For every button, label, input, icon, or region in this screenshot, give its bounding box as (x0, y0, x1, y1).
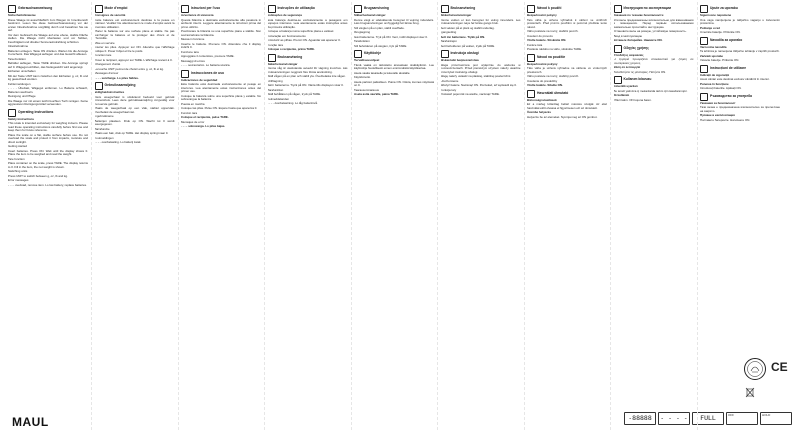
paragraph: Denne vægt er udelukkende beregnet til vejning indendørs. Læs brugsanvisningen omhyggeligt før første brug. (354, 17, 434, 25)
paragraph: Isæt batterierne. Tryk på ON. Vent, indtil displayet viser 0. (354, 34, 428, 39)
paragraph: Helyezze be az elemeket. Nyomja meg az ON gombot. (527, 114, 598, 119)
section-heading (8, 5, 88, 13)
section-heading (700, 93, 780, 101)
fold-line (91, 2, 92, 430)
section-title: Instrukcja obsługi (450, 51, 479, 56)
paragraph: Deze weegschaal is uitsluitend bedoeld voor gebruik binnenshuis. Lees deze gebruiksaanwijzing zorgvuldig voor het eerste gebruik. (94, 94, 175, 106)
paragraph: Fehlermeldungen (8, 81, 31, 86)
paragraph: Tare function (8, 156, 25, 161)
paragraph: - - - - overbelasting. Lo batterij zwak. (94, 140, 142, 144)
subheading: Consignes de sécurité (94, 13, 126, 17)
paragraph: Getting started (8, 144, 27, 148)
paragraph: Posizionare la bilancia su una superficie piana e stabile. Non sovraccaricare la bilancia. (181, 29, 261, 37)
paragraph: Plaats de weegschaal op een vlak, stabiel oppervlak. Overbelast de weegschaal niet. (94, 106, 175, 114)
subheading: Veiligheidsinstructies (94, 90, 125, 94)
paragraph: Changement d'unité (94, 62, 121, 66)
language-section (441, 50, 521, 97)
subheading: Aseta astia vaa'alle, paina TARE. (354, 92, 399, 96)
brand-logo: MAUL (12, 415, 49, 429)
paragraph: Wagę należy ustawić na płaskiej, stabilnej powierzchni. (440, 74, 512, 78)
lcd-label: HOLD (762, 413, 771, 417)
paragraph: Tarafunksjon (440, 39, 457, 43)
language-flag-icon (614, 76, 622, 84)
section-title: Kullanım kılavuzu (623, 77, 652, 82)
paragraph: Ställ behållaren på vågen, tryck på TARE. (267, 92, 321, 96)
language-section (268, 54, 348, 106)
paragraph: Coloque las pilas. Pulse ON. Espere hasta que aparezca 0. (181, 106, 258, 110)
paragraph: Insert batteries. Press ON. Wait until the display shows 0. Place the item to be weighed and read the weight. (8, 148, 88, 156)
ce-mark-icon: CE (771, 360, 788, 374)
paragraph: Inserire le batterie. Premere ON. Attendere che il display indichi 0. (181, 41, 261, 49)
subheading: Vložte batérie. Stlačte ON. (527, 83, 563, 87)
section-heading (700, 37, 780, 45)
subheading: Üzembe helyezés (527, 110, 551, 114)
fold-line (437, 2, 438, 430)
language-section (614, 5, 694, 43)
subheading: Indicações de segurança (267, 13, 302, 17)
paragraph: Placer la balance sur une surface plane et stable. Ne pas surcharger la balance et la protéger des chocs et de l'humidité. (94, 29, 175, 40)
subheading: Turvallisuusohjeet (354, 58, 380, 62)
section-heading (441, 50, 521, 58)
text-column (8, 4, 88, 409)
paragraph: Place the scale on a flat, stable surface before use. Do not overload the scale and protect it from impacts, moisture and direct sunlight. (8, 132, 88, 144)
section-heading (700, 5, 780, 13)
language-flag-icon (527, 54, 535, 62)
language-section (95, 82, 175, 145)
subheading: Safety instructions (8, 116, 35, 121)
language-section (614, 45, 694, 75)
section-heading (441, 5, 521, 13)
section-heading (614, 76, 694, 84)
language-flag-icon (700, 65, 708, 73)
section-title: Návod k použití (537, 6, 562, 11)
subheading: Coloque el recipiente, pulse TARE. (181, 115, 229, 119)
section-title: Használati útmutató (537, 90, 569, 95)
paragraph: Place container on the scale, press TARE. The display returns to 0. Fill in the item, the net weight is shown. (8, 161, 88, 169)
paragraph: Aseta vaaka tasaiselle ja tukevalle alustalle. (354, 70, 411, 75)
language-flag-icon (354, 5, 362, 13)
subheading: Indicații de siguranță (700, 72, 729, 77)
paragraph: Поставете батериите. Натиснете ON. (700, 117, 751, 122)
subheading: Säkerhetsanvisningar (267, 61, 298, 66)
subheading: Coloque o recipiente, prima TARE. (267, 47, 315, 51)
paragraph: Felmeddelanden (267, 96, 290, 101)
subheading: Sicherheitshinweise (8, 13, 36, 17)
paragraph: Tarafunktion (267, 87, 284, 92)
language-flag-icon (527, 5, 535, 13)
paragraph: Sett beholderen på vekten, trykk på TARE. (440, 43, 496, 48)
paragraph: Waga przeznaczona jest wyłącznie do ważenia w pomieszczeniach. Przed pierwszym użyciem należy uważnie przeczytać instrukcję obsługi. (440, 62, 521, 74)
paragraph: Postawić pojemnik na wadze, nacisnąć TARE. (440, 92, 500, 96)
paragraph: Ibrugtagning (354, 30, 371, 34)
text-column (268, 4, 348, 426)
section-title: Návod na použitie (537, 54, 566, 59)
paragraph: Táto váha je určená výhradne na váženie vo vnútorných priestoroch. (527, 66, 607, 74)
subheading: Sikkerhedsanvisninger (354, 13, 386, 17)
fold-line (524, 2, 525, 430)
language-flag-icon (8, 109, 16, 117)
text-column (441, 4, 521, 426)
paragraph: Questa bilancia è destinata esclusivamente alla pesatura in ambienti interni. Leggere attentamente le istruzioni prima del primo utilizzo. (181, 17, 261, 29)
subheading: Puštanje u rad (700, 25, 720, 30)
fold-line (351, 2, 352, 430)
language-section (95, 5, 175, 80)
language-section (181, 70, 261, 129)
paragraph: Colocação em funcionamento (267, 33, 306, 38)
section-title: Ръководство за употреба (710, 93, 752, 98)
lcd-display-example: - - - - (658, 412, 690, 425)
paragraph: Plaats een bak, druk op TARE. Het display springt naar 0. (94, 131, 169, 135)
paragraph: Ez a mérleg kizárólag beltéri mérésre szolgál. Az első használat előtt olvassa el figyelmesen ezt az útmutatót. (527, 102, 607, 110)
language-section (700, 65, 780, 91)
language-flag-icon (700, 93, 708, 101)
subheading: Punerea în funcțiune (700, 81, 729, 86)
section-heading (268, 54, 348, 62)
paragraph: Mise en service (94, 40, 115, 45)
text-column (181, 4, 261, 426)
paragraph: Insérer les piles. Appuyer sur ON. Attendre que l'affichage indique 0. Poser l'objet et lire le poids. (94, 45, 175, 53)
paragraph: Função tara (267, 42, 283, 47)
lcd-display-example: FULL (692, 412, 724, 425)
language-flag-icon (268, 54, 276, 62)
paragraph: Váhu postavte na rovný, stabilní povrch. (527, 29, 579, 33)
language-flag-icon (441, 50, 449, 58)
subheading: - - - - surcharge. Lo piles faibles. (94, 75, 139, 80)
section-title: Οδηγίες χρήσης (623, 45, 649, 50)
section-heading (354, 50, 434, 58)
subheading: Varnostna navodila (700, 44, 727, 49)
subheading: Sikkerhetsanvisninger (440, 13, 472, 17)
language-section (8, 109, 88, 188)
subheading: Bezpečnostné pokyny (527, 61, 558, 66)
language-flag-icon (95, 82, 103, 90)
paragraph: Batterijen plaatsen. Druk op ON. Wacht tot 0 wordt weergegeven. (94, 118, 175, 126)
language-flag-icon (8, 5, 16, 13)
language-section (614, 76, 694, 102)
paragraph: Poser le récipient, appuyer sur TARE. L'affichage revient à 0. (94, 57, 173, 62)
subheading: Biztonsági utasítások (527, 97, 557, 102)
paragraph: Coloque la balanza sobre una superficie plana y estable. No sobrecargue la balanza. (181, 93, 261, 101)
language-section (441, 5, 521, 48)
recycling-seal-icon (744, 358, 766, 380)
language-section (181, 5, 261, 68)
paragraph: Press UNIT to switch between g, oz, lb and kg. (8, 173, 68, 178)
fold-line (610, 2, 611, 430)
paragraph: Mensajes de error (181, 119, 205, 124)
language-flag-icon (700, 5, 708, 13)
section-title: Instrucțiuni de utilizare (710, 65, 747, 70)
section-title: Instruções de utilização (277, 6, 315, 11)
paragraph: Behälter auflegen, Taste TARE drücken. Die Anzeige springt auf 0. Wägegut einfüllen, das Nettogewicht wird angezeigt. (8, 61, 88, 69)
paragraph: Ввод в эксплуатацию (613, 33, 643, 38)
section-title: Bruksanvisning (450, 6, 476, 11)
lcd-display-example: -88888 (624, 412, 656, 425)
language-flag-icon (441, 5, 449, 13)
paragraph: Messaggi di errore (181, 58, 205, 63)
language-section (527, 54, 607, 88)
paragraph: Ställ vågen på en plan och stabil yta. Överbelasta inte vågen. (267, 74, 346, 78)
paragraph: Puesta en marcha (181, 101, 205, 106)
subheading: Υποδείξεις ασφαλείας (613, 52, 644, 57)
subheading: Güvenlik uyarıları (613, 84, 638, 88)
paragraph: Funkce tára (527, 42, 543, 47)
paragraph: Sätt i batterierna. Tryck på ON. Vänta tills displayen visar 0. (267, 83, 344, 87)
paragraph: Función tara (181, 110, 198, 115)
language-flag-icon (181, 5, 189, 13)
language-section (354, 50, 434, 97)
language-section (700, 5, 780, 35)
fold-line (264, 2, 265, 430)
paragraph: Käyttöönotto (354, 75, 371, 79)
section-heading (700, 65, 780, 73)
paragraph: Coloque a balança numa superfície plana e estável. (267, 29, 335, 33)
paragraph: Mit der Taste UNIT kann zwischen den Einheiten g, oz, lb und kg gewechselt werden. (8, 73, 88, 81)
paragraph: Reinigung und Pflege (8, 94, 36, 98)
text-column (95, 4, 175, 426)
paragraph: Messa in funzione (181, 37, 205, 41)
section-title: Upute za uporabu (710, 6, 738, 11)
section-heading (527, 90, 607, 98)
section-title: Navodila za uporabo (710, 37, 743, 42)
paragraph: Batterien einlegen. Taste ON drücken. Warten bis die Anzeige 0 erscheint. Das Wägegut auflegen und das Gewicht ablesen. (8, 48, 88, 56)
paragraph: Sett vekten på et plant og stabilt underlag. (440, 25, 495, 30)
paragraph: Uruchomienie (440, 78, 459, 83)
paragraph: Denne vekten er kun beregnet for veiing innendørs. Les bruksanvisningen nøye før første gangs bruk. (440, 17, 521, 25)
section-heading (95, 5, 175, 13)
language-section (8, 5, 88, 107)
paragraph: - - - - överbelastning. Lo låg batterinivå. (267, 101, 318, 105)
paragraph: Esta balanza está destinada exclusivamente al pesaje en interiores. Lea atentamente estas instrucciones antes del primer uso. (181, 82, 261, 93)
paragraph: Postavte nádobu na váhu, stiskněte TARE. (527, 47, 582, 51)
subheading: Indicaciones de seguridad (181, 77, 218, 82)
paragraph: Ta tehtnica je namenjena izključno tehtanju v zaprtih prostorih. (700, 49, 780, 53)
section-title: Bruksanvisning (277, 54, 303, 59)
section-title: Brugsanvisning (364, 6, 389, 11)
paragraph: Ingebruikname (94, 114, 114, 118)
paragraph: - - - - overload, remove item. Lo low battery, replace batteries. (8, 182, 87, 187)
paragraph: Error messages (8, 178, 29, 182)
subheading: Указания за безопасност (700, 100, 736, 105)
section-heading (268, 5, 348, 13)
paragraph: Bu terazi yalnızca iç mekanlarda tartım için tasarlanmıştır. (613, 88, 688, 93)
paragraph: Cette balance est exclusivement destinée à la pesée en intérieur. Veuillez lire attentivement ce mode d'emploi avant la première utilisation. (94, 17, 175, 29)
subheading: Začetek uporabe (700, 53, 723, 58)
paragraph: Idrifttagning (267, 78, 283, 83)
language-section (700, 93, 780, 123)
paragraph: Appoggiare il contenitore, premere TARE. (181, 54, 235, 58)
paragraph: Messages d'erreur (94, 71, 119, 75)
language-section (527, 5, 607, 52)
paragraph: Ova vaga namijenjena je isključivo vaganju u zatvorenim prostorima. (700, 17, 780, 25)
section-heading (181, 5, 261, 13)
section-heading (527, 5, 607, 13)
subheading: Вставьте батарейки. Нажмите ON. (613, 38, 663, 42)
section-title: Istruzioni per l'uso (191, 6, 221, 11)
paragraph: Taarausominaisuus (354, 87, 379, 92)
seal-graphic (745, 359, 765, 379)
paragraph: Introduceți bateriile. Apăsați ON. (700, 86, 742, 90)
language-flag-icon (354, 50, 362, 58)
subheading: Avvertenze di sicurezza (181, 13, 214, 17)
section-heading (95, 82, 175, 90)
section-title: Gebruiksaanwijzing (104, 83, 136, 88)
subheading: Bezpečnostní pokyny (527, 13, 557, 17)
language-flag-icon (614, 5, 622, 13)
paragraph: Aseta paristot paikoilleen. Paina ON. Odota, kunnes näytössä on 0. (354, 79, 434, 87)
subheading: - - - - sobrecarga. Lo pilas bajas. (181, 124, 226, 128)
paragraph: Switching units (8, 169, 28, 173)
lcd-label: OFF (728, 413, 734, 417)
paragraph: Włożyć baterie. Nacisnąć ON. Poczekać, aż wyświetli się 0. (440, 83, 517, 87)
paragraph: Vstavite baterije. Pritisnite ON. (700, 58, 740, 62)
section-title: Инструкция по эксплуатации (623, 6, 672, 11)
paragraph: - - - - sovraccarico. Lo batteria scarica. (181, 63, 231, 67)
language-flag-icon (181, 70, 189, 78)
paragraph: - - - - Überlast, Wägegut entfernen. Lo Batterie schwach, Batterien wechseln. (8, 86, 88, 94)
paragraph: Uvedenie do prevádzky (527, 78, 558, 83)
paragraph: Η ζυγαριά προορίζεται αποκλειστικά για ζύγιση σε εσωτερικούς χώρους. (613, 57, 694, 65)
text-column (700, 4, 780, 426)
section-title: Gebrauchsanweisung (18, 6, 53, 11)
paragraph: Tämä vaaka on tarkoitettu ainoastaan sisäkäyttöön. Lue käyttöohje huolellisesti ennen ensimmäistä käyttökertaa. (354, 62, 434, 70)
subheading: Wskazówki bezpieczeństwa (440, 58, 479, 62)
subheading: Θέση σε λειτουργία (613, 65, 641, 69)
subheading: Vložte baterie. Stiskněte ON. (527, 38, 567, 42)
subheading: İlk kullanım (613, 93, 630, 97)
paragraph: Vor dem Gebrauch die Waage auf eine ebene, stabile Fläche stellen. Die Waage nicht überlasten und vor Stößen, Feuchtigkeit und direkter Sonneneinstrahlung schützen. (8, 32, 88, 44)
paragraph: Igangsetting (440, 30, 457, 34)
paragraph: Die Waage nur mit einem leicht feuchten Tuch reinigen. Keine aggressiven Reinigungsmittel verwenden. (8, 98, 88, 106)
fold-line (697, 2, 698, 430)
section-title: Mode d'emploi (104, 6, 128, 11)
paragraph: Stil vægten på en plan, stabil overflade. (354, 25, 405, 30)
section-heading (527, 54, 607, 62)
paragraph: Установите весы на ровную, устойчивую поверхность. (613, 29, 687, 33)
language-flag-icon (700, 37, 708, 45)
paragraph: Denna våg är uteslutande avsedd för vägning inomhus. Läs bruksanvisningen noggrant före första användning. (267, 66, 348, 74)
paragraph: Uvedení do provozu (527, 33, 553, 38)
section-heading (181, 70, 261, 78)
paragraph: Stil beholderen på vægten, tryk på TARE. (354, 43, 408, 48)
paragraph: Váhu postavte na rovný, stabilný povrch. (527, 74, 580, 78)
section-heading (614, 5, 694, 13)
language-flag-icon (268, 5, 276, 13)
section-heading (614, 45, 694, 53)
section-heading (8, 109, 88, 117)
paragraph: Tara-Funktion (8, 56, 26, 61)
section-title: Instrucciones de uso (191, 70, 224, 75)
section-title: Operating instructions (18, 109, 54, 114)
paragraph: Foutmeldingen (94, 135, 114, 140)
paragraph: Umetnite baterije. Pritisnite ON. (700, 30, 741, 34)
subheading: Sigurnosne napomene (700, 13, 732, 17)
paragraph: Inbetriebnahme (8, 44, 29, 48)
language-section (527, 90, 607, 120)
language-flag-icon (95, 5, 103, 13)
paragraph: Tarafunktion (354, 39, 370, 43)
paragraph: Tarrafunctie (94, 126, 110, 131)
paragraph: Esta balança destina-se exclusivamente a pesagens em espaços interiores. Leia atentamente estas instruções antes da primeira utilização. (267, 17, 348, 29)
paragraph: Pilleri takın. ON tuşuna basın. (613, 97, 652, 102)
text-column (354, 4, 434, 426)
text-column (527, 4, 607, 426)
fold-line (178, 2, 179, 430)
paragraph: Эти весы предназначены исключительно для взвешивания в помещениях. Перед первым использованием внимательно прочитайте инструкцию. (613, 17, 694, 29)
text-column (614, 4, 694, 426)
language-section (354, 5, 434, 48)
paragraph: Funkcja tary (440, 87, 457, 92)
paragraph: Diese Waage ist ausschließlich zum Wiegen im Innenbereich bestimmt. Lesen Sie diese Gebrauchsanweisung vor der ersten Inbetriebnahme sorgfältig durch und bewahren Sie sie auf. (8, 17, 88, 32)
paragraph: Fonction tare (94, 53, 112, 57)
language-flag-icon (614, 45, 622, 53)
paragraph: Funzione tara (181, 49, 199, 54)
section-heading (354, 5, 434, 13)
language-section (700, 37, 780, 63)
paragraph: This scale is intended exclusively for weighing indoors. Please read these operating instructions carefully before first use and keep them for future reference. (8, 121, 88, 132)
weee-bin-icon (744, 385, 756, 397)
subheading: Пускане в експлоатация (700, 113, 735, 117)
paragraph: Einheiten umschalten (8, 69, 36, 73)
subheading: Указания по технике безопасности (613, 13, 664, 17)
paragraph: Tato váha je určena výhradně k vážení ve vnitřních prostorách. Před prvním použitím si pozorně přečtěte tento návod. (527, 17, 607, 29)
subheading: Sett inn batteriene. Trykk på ON. (440, 34, 485, 39)
language-section (268, 5, 348, 52)
language-flag-icon (527, 90, 535, 98)
section-title: Käyttöohje (364, 51, 382, 56)
paragraph: Introduzir as pilhas. Premir ON. Aguardar até aparecer 0. (267, 38, 341, 42)
paragraph: La touche UNIT permet de choisir entre g, oz, lb et kg. (94, 66, 164, 71)
paragraph: Acest cântar este destinat exclusiv cântăririi în interior. (700, 77, 770, 81)
paragraph: Τοποθετήστε τις μπαταρίες. Πατήστε ON. (613, 69, 667, 74)
paragraph: Тази везна е предназначена изключително за претегляне на закрито. (700, 105, 780, 113)
